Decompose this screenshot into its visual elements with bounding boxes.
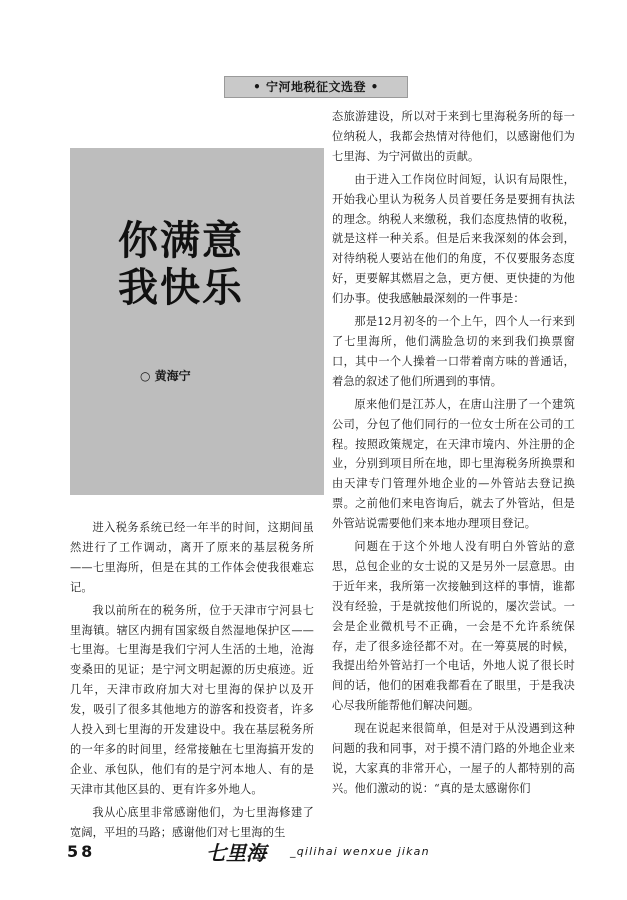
right-text-column	[332, 107, 575, 799]
column-banner: • 宁河地税征文选登 •	[224, 76, 408, 98]
magazine-brand-logo: 七里海	[206, 841, 266, 865]
paragraph: 态旅游建设，所以对于来到七里海税务所的每一位纳税人，我都会热情对待他们，以感谢他们为七里海、为宁河做出的贡献。	[332, 110, 575, 163]
paragraph: 我从心底里非常感谢他们，为七里海修建了宽阔，平坦的马路；感谢他们对七里海的生	[70, 805, 314, 839]
paragraph: 原来他们是江苏人，在唐山注册了一个建筑公司，分包了他们同行的一位女士所在公司的工程。按照政策规定，在天津市境内、外注册的企业，分别到项目所在地，即七里海税务所换票和由天津专门管理外地企业的—外管站去登记换票。之前他们来电咨询后，就去了外管站，但是外管站说需要他们来本地办理项目登记。	[332, 397, 575, 531]
paragraph: 我以前所在的税务所，位于天津市宁河县七里海镇。辖区内拥有国家级自然湿地保护区——七里海。七里海是我们宁河人生活的土地，沧海变桑田的见证；是宁河文明起源的历史痕迹。近几年，天津市政府加大对七里海的保护以及开发，吸引了很多其他地方的游客和投资者，许多人投入到七里海的开发建设中。我在基层税务所的一年多的时间里，经常接触在七里海搞开发的企业、承包队，他们有的是宁河本地人、有的是天津市其他区县的、更有许多外地人。	[70, 603, 314, 796]
page-number: 58	[67, 842, 96, 861]
paragraph: 那是12月初冬的一个上午，四个人一行来到了七里海所，他们满脸急切的来到我们换票窗口，其中一个人操着一口带着南方味的普通话，着急的叙述了他们所遇到的事情。	[332, 315, 575, 388]
magazine-brand-pinyin: _qilihai wenxue jikan	[290, 845, 430, 858]
article-title-line-1: 你满意	[118, 218, 244, 264]
paragraph: 问题在于这个外地人没有明白外管站的意思，总包企业的女士说的又是另外一层意思。由于近年来，我所第一次接触到这样的事情，谁都没有经验，于是就按他们所说的，屡次尝试。一会是企业微机号不正确，一会是不允许系统保存，走了很多途径都不对。在一筹莫展的时候，我提出给外管站打一个电话，外地人说了很长时间的话，他们的困难我都看在了眼里，于是我决心尽我所能帮他们解决问题。	[332, 540, 575, 713]
paragraph: 由于进入工作岗位时间短，认识有局限性，开始我心里认为税务人员首要任务是要拥有执法的理念。纳税人来缴税，我们态度热情的收税，就是这样一种关系。但是后来我深刻的体会到，对待纳税人要站在他们的角度，不仅要服务态度好，更要解其燃眉之急，更方便、更快捷的为他们办事。使我感触最深刻的一件事是：	[332, 172, 575, 306]
title-gray-block	[70, 148, 324, 495]
article-author: ○ 黄海宁	[140, 369, 191, 383]
article-title-line-2: 我快乐	[118, 265, 244, 311]
paragraph: 进入税务系统已经一年半的时间，这期间虽然进行了工作调动，离开了原来的基层税务所——七里海所，但是在其的工作体会使我很难忘记。	[70, 521, 314, 594]
paragraph: 现在说起来很简单，但是对于从没遇到这种问题的我和同事，对于摸不清门路的外地企业来说，大家真的非常开心，一屋子的人都特别的高兴。他们激动的说：“真的是太感谢你们	[332, 722, 575, 795]
left-text-column	[70, 518, 314, 843]
